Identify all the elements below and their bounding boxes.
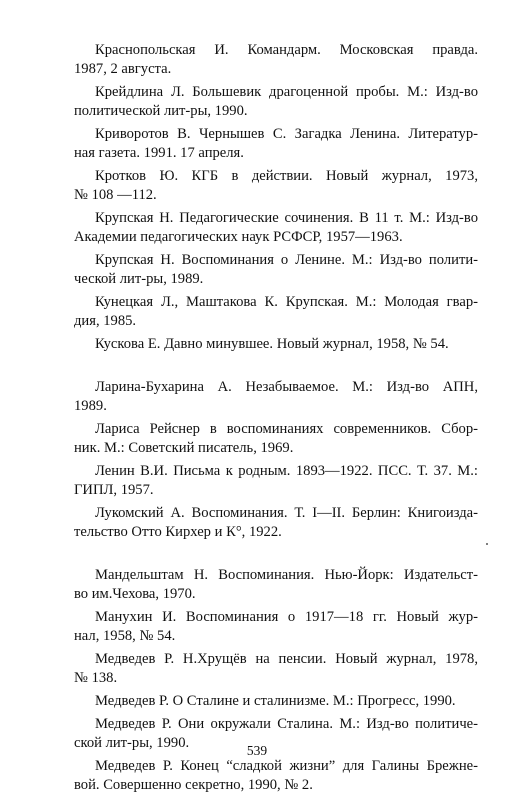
- entry-line: нал, 1958, № 54.: [74, 628, 176, 644]
- entry-line: дия, 1985.: [74, 313, 137, 329]
- bibliography-entry: [74, 83, 478, 121]
- bibliography-entry: [74, 167, 478, 205]
- entry-line: политической лит-ры, 1990.: [74, 103, 248, 119]
- entry-line: Ленин В.И. Письма к родным. 1893—1922. ПСС. Т. 37. М.:: [95, 463, 478, 479]
- bibliography-entry: [74, 209, 478, 247]
- entry-line: Лариса Рейснер в воспоминаниях современников. Сбор-: [95, 421, 478, 437]
- entry-line: ческой лит-ры, 1989.: [74, 271, 204, 287]
- bibliography-entry: [74, 293, 478, 331]
- entry-line: Академии педагогических наук РСФСР, 1957—1963.: [74, 229, 403, 245]
- entry-line: Медведев Р. О Сталине и сталинизме. М.: Прогресс, 1990.: [95, 693, 456, 709]
- bibliography-group-k: [74, 41, 478, 354]
- entry-line: № 108 —112.: [74, 187, 157, 203]
- entry-line: Медведев Р. Конец “сладкой жизни” для Галины Брежне-: [95, 758, 478, 774]
- bibliography-entry: [74, 650, 478, 688]
- entry-line: во им.Чехова, 1970.: [74, 586, 196, 602]
- bibliography-entry: [74, 566, 478, 604]
- bibliography-list: [74, 41, 478, 799]
- bibliography-entry: [74, 251, 478, 289]
- entry-line: тельство Отто Кирхер и К°, 1922.: [74, 524, 282, 540]
- bibliography-entry: [74, 608, 478, 646]
- bibliography-entry: [74, 757, 478, 795]
- page-number: 539: [246, 743, 268, 758]
- entry-line: Лукомский А. Воспоминания. Т. I—II. Берлин: Книгоизда-: [95, 505, 478, 521]
- entry-line: Крейдлина Л. Большевик драгоценной пробы. М.: Изд-во: [95, 84, 478, 100]
- entry-line: Кунецкая Л., Маштакова К. Крупская. М.: Молодая гвар-: [95, 294, 478, 310]
- entry-line: ГИПЛ, 1957.: [74, 482, 154, 498]
- print-speck: [486, 543, 488, 545]
- bibliography-group-m: [74, 566, 478, 795]
- bibliography-entry: [74, 378, 478, 416]
- entry-line: Криворотов В. Чернышев С. Загадка Ленина. Литератур-: [95, 126, 478, 142]
- bibliography-entry: [74, 692, 478, 711]
- entry-line: ской лит-ры, 1990.: [74, 735, 190, 751]
- bibliography-entry: [74, 420, 478, 458]
- bibliography-group-l: [74, 378, 478, 542]
- entry-line: Крупская Н. Педагогические сочинения. В 11 т. М.: Изд-во: [95, 210, 478, 226]
- entry-line: Крупская Н. Воспоминания о Ленине. М.: Изд-во полити-: [95, 252, 478, 268]
- bibliography-entry: [74, 462, 478, 500]
- bibliography-entry: [74, 41, 478, 79]
- entry-line: Ларина-Бухарина А. Незабываемое. М.: Изд-во АПН,: [95, 379, 478, 395]
- entry-line: Краснопольская И. Командарм. Московская правда.: [95, 42, 478, 58]
- entry-line: Кускова Е. Давно минувшее. Новый журнал, 1958, № 54.: [95, 336, 449, 352]
- bibliography-entry: [74, 504, 478, 542]
- entry-line: ник. М.: Советский писатель, 1969.: [74, 440, 294, 456]
- entry-line: 1987, 2 августа.: [74, 61, 172, 77]
- entry-line: Манухин И. Воспоминания о 1917—18 гг. Новый жур-: [95, 609, 478, 625]
- entry-line: ная газета. 1991. 17 апреля.: [74, 145, 244, 161]
- entry-line: Медведев Р. Они окружали Сталина. М.: Изд-во политиче-: [95, 716, 478, 732]
- entry-line: 1989.: [74, 398, 107, 414]
- entry-line: Медведев Р. Н.Хрущёв на пенсии. Новый журнал, 1978,: [95, 651, 478, 667]
- entry-line: вой. Совершенно секретно, 1990, № 2.: [74, 777, 313, 793]
- entry-line: Мандельштам Н. Воспоминания. Нью-Йорк: Издательст-: [95, 567, 478, 583]
- entry-line: № 138.: [74, 670, 118, 686]
- bibliography-entry: [74, 125, 478, 163]
- entry-line: Кротков Ю. КГБ в действии. Новый журнал, 1973,: [95, 168, 478, 184]
- bibliography-entry: [74, 335, 478, 354]
